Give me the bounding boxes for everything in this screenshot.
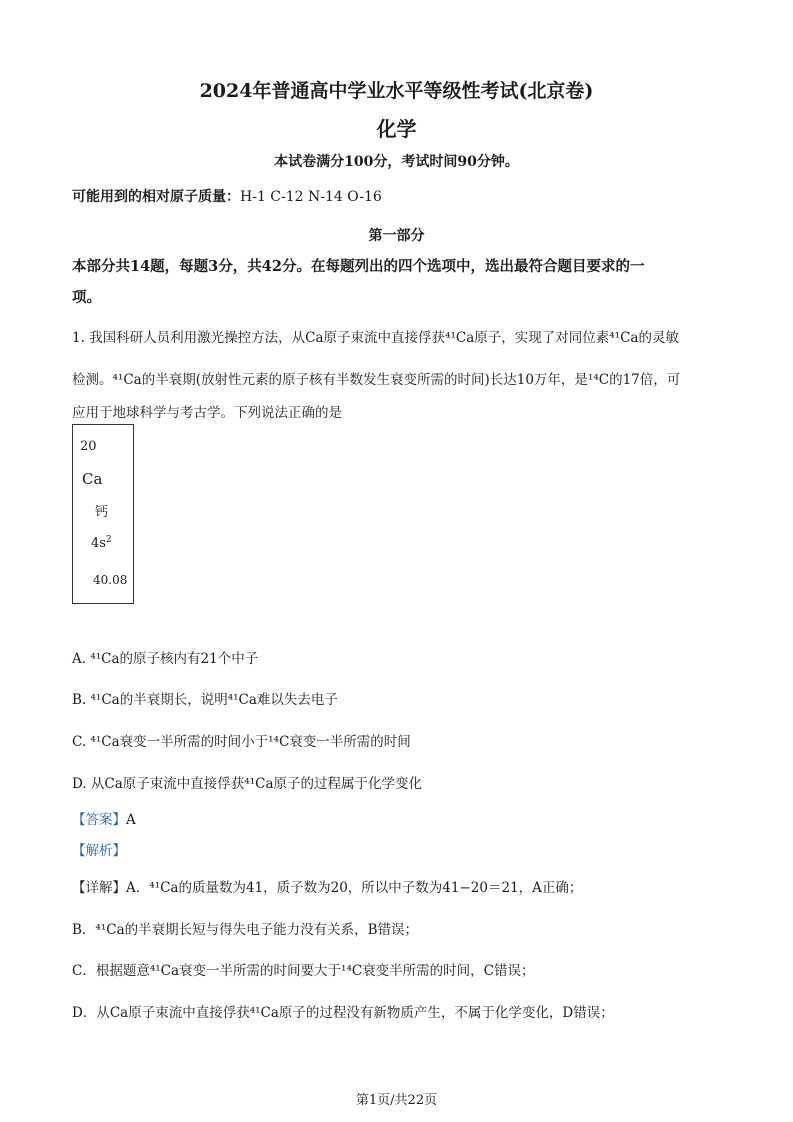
option-a: A. ⁴¹Ca的原子核内有21个中子 [72, 651, 259, 667]
element-card [72, 424, 134, 604]
option-b: B. ⁴¹Ca的半衰期长，说明⁴¹Ca难以失去电子 [72, 692, 338, 708]
element-atomic-number: 20 [80, 439, 97, 454]
question-1-line-3: 应用于地球科学与考古学。下列说法正确的是 [72, 405, 342, 421]
detail-line-c: C．根据题意⁴¹Ca衰变一半所需的时间要大于¹⁴C衰变半所需的时间，C错误； [72, 963, 535, 979]
element-symbol: Ca [82, 470, 103, 488]
element-config-base: 4s [91, 536, 106, 551]
option-d: D. 从Ca原子束流中直接俘获⁴¹Ca原子的过程属于化学变化 [72, 776, 423, 792]
answer-value: A [126, 812, 136, 828]
element-config [91, 535, 112, 551]
analysis-tag: 【解析】 [72, 843, 126, 859]
exam-title: 2024年普通高中学业水平等级性考试(北京卷) [199, 80, 594, 102]
answer-line [72, 808, 136, 828]
element-mass: 40.08 [93, 573, 128, 587]
element-name: 钙 [95, 505, 109, 520]
element-config-sup: 2 [105, 535, 112, 545]
option-c: C. ⁴¹Ca衰变一半所需的时间小于¹⁴C衰变一半所需的时间 [72, 734, 411, 750]
part-heading: 第一部分 [368, 228, 425, 244]
detail-line-b: B．⁴¹Ca的半衰期长短与得失电子能力没有关系，B错误； [72, 922, 419, 938]
question-1-line-1: 1. 我国科研人员利用激光操控方法，从Ca原子束流中直接俘获⁴¹Ca原子，实现了对同位素⁴¹Ca的灵敏 [72, 330, 679, 346]
question-1-line-2: 检测。⁴¹Ca的半衰期(放射性元素的原子核有半数发生衰变所需的时间)长达10万年，是¹⁴C的17倍，可 [72, 372, 681, 388]
subject-heading: 化学 [376, 117, 417, 141]
answer-tag: 【答案】 [72, 812, 126, 828]
instructions-line-1: 本部分共14题，每题3分，共42分。在每题列出的四个选项中，选出最符合题目要求的一 [72, 258, 645, 275]
detail-a-text: A．⁴¹Ca的质量数为41，质子数为20，所以中子数为41−20＝21，A正确； [126, 880, 583, 896]
atomic-mass-values: H-1 C-12 N-14 O-16 [240, 189, 382, 205]
atomic-masses [72, 186, 382, 206]
detail-tag: 【详解】 [72, 880, 126, 896]
detail-line-d: D．从Ca原子束流中直接俘获⁴¹Ca原子的过程没有新物质产生，不属于化学变化，D错误； [72, 1005, 614, 1021]
atomic-mass-label: 可能用到的相对原子质量： [72, 189, 240, 205]
detail-line-a [72, 876, 582, 896]
exam-info: 本试卷满分100分，考试时间90分钟。 [274, 154, 519, 170]
page-number: 第1页/共22页 [355, 1093, 438, 1108]
instructions-line-2: 项。 [72, 289, 101, 306]
